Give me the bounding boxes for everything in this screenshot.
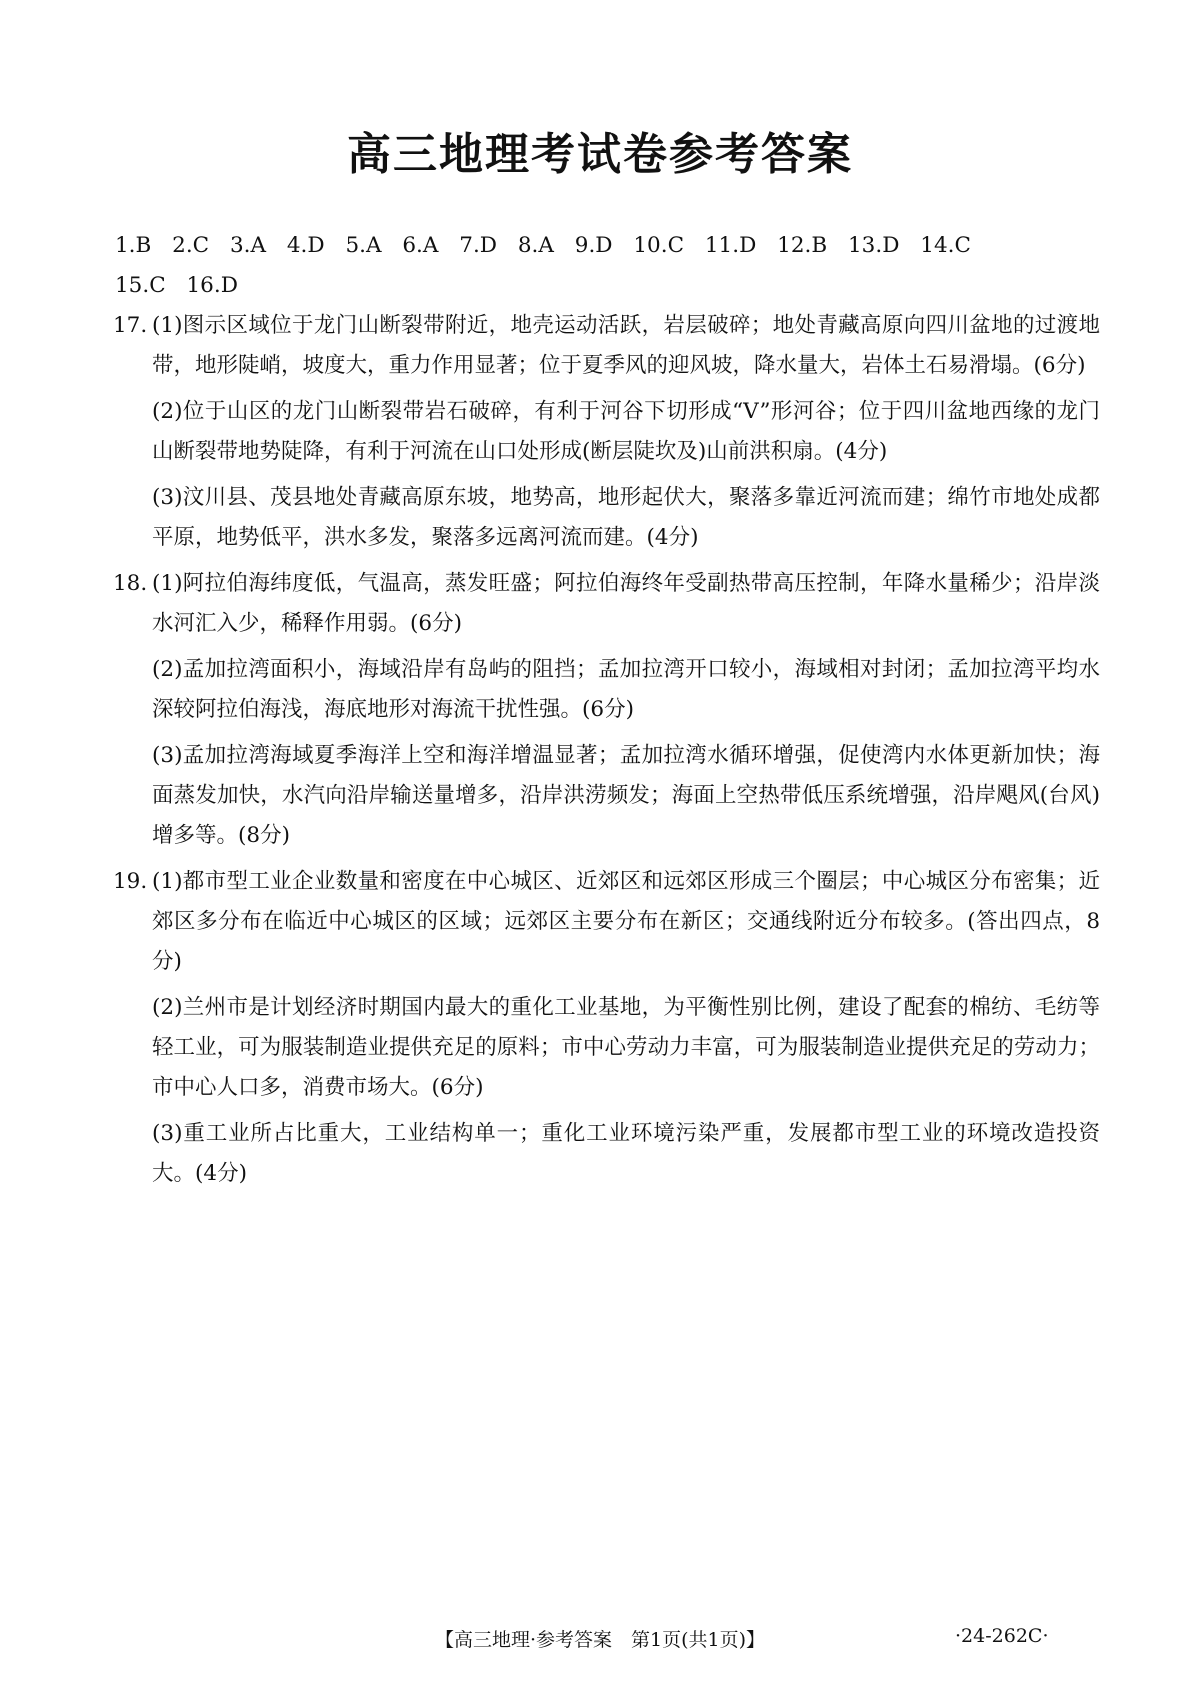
mc-answer: 7.D <box>459 233 498 258</box>
mc-answer: 1.B <box>115 233 152 258</box>
multiple-choice-line-2 <box>115 266 1100 306</box>
answer-part: (1)阿拉伯海纬度低，气温高，蒸发旺盛；阿拉伯海终年受副热带高压控制，年降水量稀少；沿岸淡水河汇入少，稀释作用弱。(6分) <box>152 571 1100 636</box>
mc-answer: 11.D <box>704 233 757 258</box>
mc-answer: 9.D <box>574 233 613 258</box>
answer-part: (2)位于山区的龙门山断裂带岩石破碎，有利于河谷下切形成“V”形河谷；位于四川盆地西缘的龙门山断裂带地势陡降，有利于河流在山口处形成(断层陡坎及)山前洪积扇。(4分) <box>152 399 1100 464</box>
answer-part: (1)图示区域位于龙门山断裂带附近，地壳运动活跃，岩层破碎；地处青藏高原向四川盆地的过渡地带，地形陡峭，坡度大，重力作用显著；位于夏季风的迎风坡，降水量大，岩体土石易滑塌。(6分) <box>152 313 1100 378</box>
mc-answer: 16.D <box>186 273 238 298</box>
question-number: 19. <box>113 869 148 894</box>
answer-part: (3)汶川县、茂县地处青藏高原东坡，地势高，地形起伏大，聚落多靠近河流而建；绵竹市地处成都平原，地势低平，洪水多发，聚落多远离河流而建。(4分) <box>152 485 1100 550</box>
footer-page-info: 【高三地理·参考答案 第1页(共1页)】 <box>434 1629 766 1651</box>
question-19 <box>115 862 1100 1194</box>
answer-part: (1)都市型工业企业数量和密度在中心城区、近郊区和远郊区形成三个圈层；中心城区分布密集；近郊区多分布在临近中心城区的区域；远郊区主要分布在新区；交通线附近分布较多。(答出四点，8分) <box>152 869 1100 974</box>
page-title: 高三地理考试卷参考答案 <box>347 129 853 180</box>
footer-code: ·24-262C· <box>955 1625 1049 1647</box>
answer-part: (2)兰州市是计划经济时期国内最大的重化工业基地，为平衡性别比例，建设了配套的棉纺、毛纺等轻工业，可为服装制造业提供充足的原料；市中心劳动力丰富，可为服装制造业提供充足的劳动力；市中心人口多，消费市场大。(6分) <box>152 995 1100 1100</box>
answer-part: (3)孟加拉湾海域夏季海洋上空和海洋增温显著；孟加拉湾水循环增强，促使湾内水体更新加快；海面蒸发加快，水汽向沿岸输送量增多，沿岸洪涝频发；海面上空热带低压系统增强，沿岸飓风(台风)增多等。(8分) <box>152 743 1100 848</box>
mc-answer: 5.A <box>345 233 382 258</box>
mc-answer: 3.A <box>229 233 267 258</box>
mc-answer: 8.A <box>517 233 554 258</box>
mc-answer: 14.C <box>920 233 971 258</box>
mc-answer: 10.C <box>633 233 685 258</box>
answer-content <box>115 226 1100 1200</box>
mc-answer: 12.B <box>777 233 828 258</box>
mc-answer: 4.D <box>286 233 325 258</box>
mc-answer: 2.C <box>172 233 210 258</box>
answer-part: (2)孟加拉湾面积小，海域沿岸有岛屿的阻挡；孟加拉湾开口较小，海域相对封闭；孟加拉湾平均水深较阿拉伯海浅，海底地形对海流干扰性强。(6分) <box>152 657 1100 722</box>
mc-answer: 13.D <box>848 233 900 258</box>
question-18 <box>115 564 1100 856</box>
question-number: 18. <box>113 571 148 596</box>
question-17 <box>115 306 1100 558</box>
multiple-choice-line-1 <box>115 226 1100 266</box>
mc-answer: 6.A <box>402 233 439 258</box>
mc-answer: 15.C <box>115 273 166 298</box>
answer-part: (3)重工业所占比重大，工业结构单一；重化工业环境污染严重，发展都市型工业的环境改造投资大。(4分) <box>152 1121 1100 1186</box>
question-number: 17. <box>113 313 148 338</box>
